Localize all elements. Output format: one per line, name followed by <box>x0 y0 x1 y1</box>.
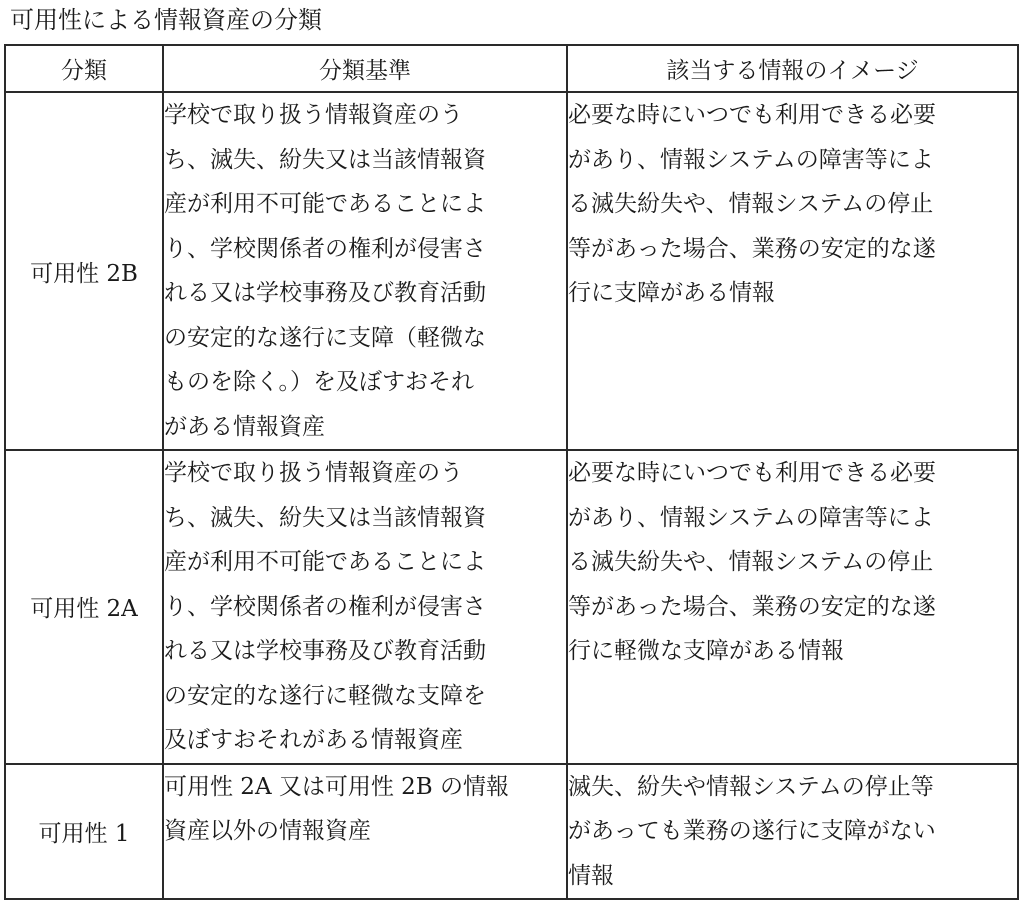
availability-classification-table <box>4 44 1019 900</box>
table-header-row <box>5 45 1018 92</box>
criteria-line: 学校で取り扱う情報資産のう <box>164 102 463 128</box>
header-criteria: 分類基準 <box>163 45 567 92</box>
image-line: があり、情報システムの障害等によ <box>568 504 934 531</box>
criteria-cell <box>163 450 567 764</box>
criteria-cell <box>163 764 567 900</box>
criteria-line: 産が利用不可能であることによ <box>164 191 486 217</box>
information-image-cell <box>567 764 1018 900</box>
criteria-line: がある情報資産 <box>164 413 325 440</box>
criteria-line: れる又は学校事務及び教育活動 <box>164 280 486 306</box>
criteria-line: り、学校関係者の権利が侵害さ <box>164 593 486 620</box>
image-line: 滅失、紛失や情報システムの停止等 <box>568 773 934 800</box>
table-row-availability-1 <box>5 764 1018 900</box>
criteria-line: ち、滅失、紛失又は当該情報資 <box>164 504 486 531</box>
criteria-line: り、学校関係者の権利が侵害さ <box>164 235 486 262</box>
criteria-cell <box>163 92 567 450</box>
image-line: 等があった場合、業務の安定的な遂 <box>568 593 936 620</box>
document-title: 可用性による情報資産の分類 <box>10 6 322 34</box>
criteria-line: の安定的な遂行に軽微な支障を <box>164 682 486 709</box>
image-line: る滅失紛失や、情報システムの停止 <box>568 191 934 217</box>
criteria-line: ものを除く。）を及ぼすおそれ <box>164 369 475 395</box>
criteria-line: ち、滅失、紛失又は当該情報資 <box>164 146 486 173</box>
image-line: 行に軽微な支障がある情報 <box>568 638 844 664</box>
image-line: 必要な時にいつでも利用できる必要 <box>568 460 936 486</box>
image-line: 必要な時にいつでも利用できる必要 <box>568 102 936 128</box>
criteria-line: 学校で取り扱う情報資産のう <box>164 460 463 486</box>
criteria-line: 可用性 2A 又は可用性 2B の情報 <box>164 773 510 800</box>
image-line: があっても業務の遂行に支障がない <box>568 818 936 844</box>
image-line: る滅失紛失や、情報システムの停止 <box>568 549 934 575</box>
header-information-image: 該当する情報のイメージ <box>567 45 1018 92</box>
classification-cell: 可用性 1 <box>5 764 163 900</box>
information-image-cell <box>567 450 1018 764</box>
criteria-line: 資産以外の情報資産 <box>164 818 371 844</box>
image-line: 行に支障がある情報 <box>568 280 775 306</box>
criteria-line: れる又は学校事務及び教育活動 <box>164 638 486 664</box>
classification-cell: 可用性 2B <box>5 92 163 450</box>
classification-cell: 可用性 2A <box>5 450 163 764</box>
table-row-availability-2b <box>5 92 1018 450</box>
table-row-availability-2a <box>5 450 1018 764</box>
criteria-line: 及ぼすおそれがある情報資産 <box>164 727 463 753</box>
image-line: があり、情報システムの障害等によ <box>568 146 934 173</box>
image-line: 情報 <box>568 862 614 889</box>
header-classification: 分類 <box>5 45 163 92</box>
image-line: 等があった場合、業務の安定的な遂 <box>568 235 936 262</box>
information-image-cell <box>567 92 1018 450</box>
criteria-line: の安定的な遂行に支障（軽微な <box>164 324 486 351</box>
criteria-line: 産が利用不可能であることによ <box>164 549 486 575</box>
